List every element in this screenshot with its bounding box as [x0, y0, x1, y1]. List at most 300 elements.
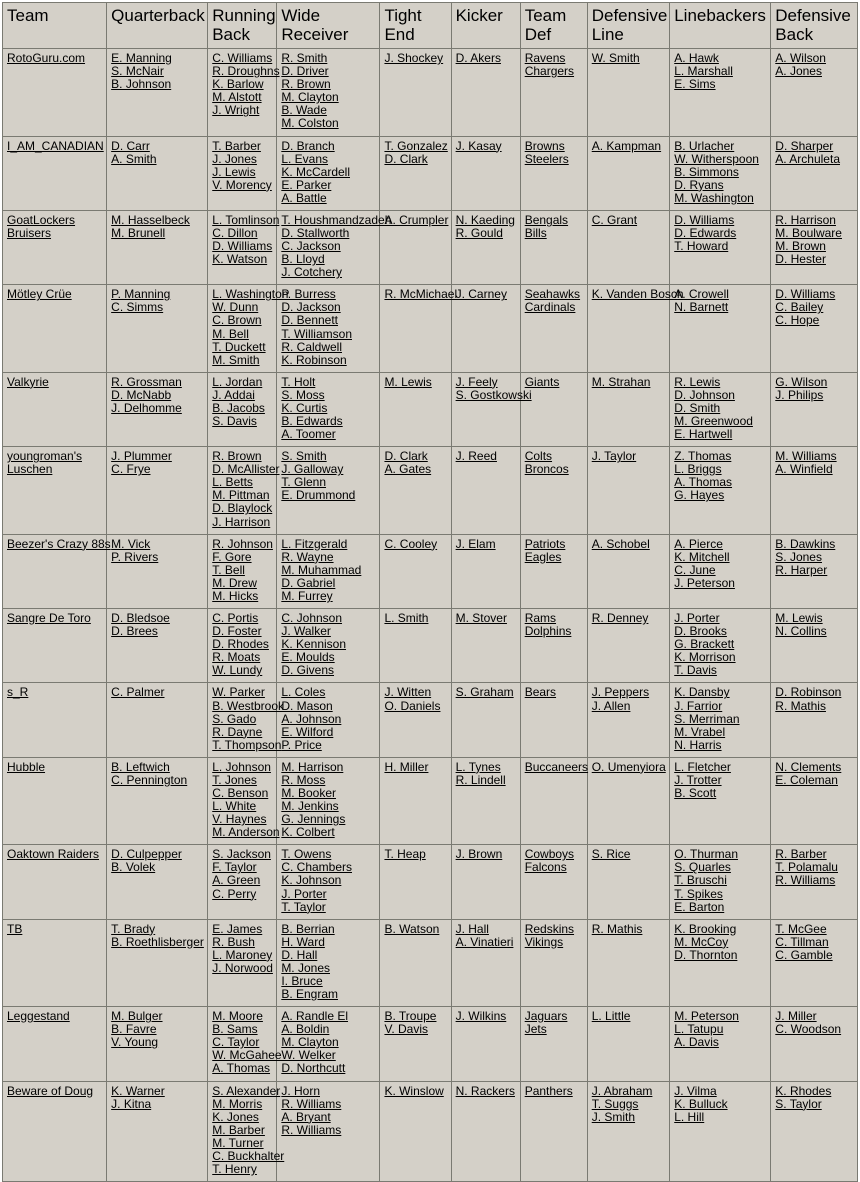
player-link[interactable]: D. Culpepper	[111, 847, 182, 862]
player-link[interactable]: C. Simms	[111, 300, 164, 315]
team-link[interactable]: Sangre De Toro	[7, 611, 91, 626]
player-link[interactable]: S. Alexander	[212, 1083, 281, 1098]
player-link[interactable]: R. Harrison	[775, 212, 836, 227]
player-link[interactable]: K. Winslow	[384, 1083, 444, 1098]
player-link[interactable]: Colts	[524, 449, 553, 464]
player-link[interactable]: R. Lindell	[455, 772, 506, 787]
player-link[interactable]: M. Clayton	[281, 1035, 339, 1050]
team-link[interactable]: youngroman's	[7, 449, 82, 464]
player-link[interactable]: B. Sams	[212, 1022, 258, 1037]
player-link[interactable]: A. Gates	[384, 462, 432, 477]
player-link[interactable]: Buccaneers	[524, 759, 589, 774]
player-link[interactable]: W. Dunn	[212, 300, 259, 315]
player-link[interactable]: P. Price	[281, 737, 322, 752]
player-link[interactable]: J. Farrior	[674, 698, 723, 713]
player-link[interactable]: C. Grant	[591, 212, 638, 227]
player-link[interactable]: M. Furrey	[281, 588, 333, 603]
player-link[interactable]: F. Gore	[212, 549, 252, 564]
player-link[interactable]: Redskins	[524, 921, 575, 936]
player-link[interactable]: C. Buckhalter	[212, 1148, 285, 1163]
player-link[interactable]: W. Smith	[591, 51, 640, 66]
player-link[interactable]: J. Allen	[591, 698, 631, 713]
player-link[interactable]: C. Taylor	[212, 1035, 260, 1050]
player-link[interactable]: M. Pittman	[212, 488, 270, 503]
player-link[interactable]: K. Robinson	[281, 352, 347, 367]
player-link[interactable]: M. Morris	[212, 1096, 263, 1111]
player-link[interactable]: T. Polamalu	[775, 860, 838, 875]
player-link[interactable]: C. Dillon	[212, 226, 258, 240]
player-link[interactable]: J. Porter	[281, 886, 327, 901]
player-link[interactable]: M. Harrison	[281, 759, 344, 774]
player-link[interactable]: J. Jones	[212, 151, 257, 166]
player-link[interactable]: T. Houshmandzadeh	[281, 212, 392, 227]
player-link[interactable]: W. Parker	[212, 685, 265, 700]
player-link[interactable]: C. Woodson	[775, 1022, 842, 1037]
player-link[interactable]: C. Benson	[212, 785, 269, 800]
player-link[interactable]: A. Randle El	[281, 1009, 349, 1024]
player-link[interactable]: M. Drew	[212, 575, 257, 590]
player-link[interactable]: T. Suggs	[591, 1096, 639, 1111]
player-link[interactable]: K. Curtis	[281, 400, 328, 415]
player-link[interactable]: J. Horn	[281, 1083, 320, 1098]
player-link[interactable]: S. Merriman	[674, 711, 740, 726]
player-link[interactable]: A. Hawk	[674, 51, 719, 66]
player-link[interactable]: D. Jackson	[281, 300, 341, 315]
player-link[interactable]: D. Edwards	[674, 226, 737, 240]
player-link[interactable]: L. Evans	[281, 151, 329, 166]
player-link[interactable]: D. McAllister	[212, 462, 280, 477]
player-link[interactable]: Panthers	[524, 1083, 573, 1098]
player-link[interactable]: T. Davis	[674, 663, 717, 678]
player-link[interactable]: B. Jacobs	[212, 400, 265, 415]
player-link[interactable]: D. Bledsoe	[111, 611, 170, 626]
player-link[interactable]: S. Moss	[281, 387, 325, 402]
player-link[interactable]: T. Brady	[111, 921, 156, 936]
player-link[interactable]: M. Stover	[455, 611, 507, 626]
player-link[interactable]: S. Taylor	[775, 1096, 822, 1111]
player-link[interactable]: A. Crumpler	[384, 212, 449, 227]
player-link[interactable]: V. Morency	[212, 177, 272, 192]
player-link[interactable]: J. Abraham	[591, 1083, 653, 1098]
player-link[interactable]: Vikings	[524, 934, 564, 949]
player-link[interactable]: D. Williams	[674, 212, 735, 227]
player-link[interactable]: Bengals	[524, 212, 569, 227]
player-link[interactable]: E. Hartwell	[674, 427, 733, 442]
player-link[interactable]: C. Johnson	[281, 611, 343, 626]
player-link[interactable]: D. McNabb	[111, 387, 172, 402]
player-link[interactable]: J. Cotchery	[281, 265, 342, 280]
player-link[interactable]: M. Williams	[775, 449, 837, 464]
player-link[interactable]: E. Drummond	[281, 488, 356, 503]
player-link[interactable]: B. Berrian	[281, 921, 335, 936]
player-link[interactable]: R. Williams	[775, 873, 836, 888]
player-link[interactable]: B. Johnson	[111, 77, 172, 92]
player-link[interactable]: C. Jackson	[281, 239, 341, 254]
player-link[interactable]: D. Foster	[212, 624, 262, 639]
player-link[interactable]: D. Hester	[775, 252, 826, 267]
player-link[interactable]: N. Barnett	[674, 300, 729, 315]
player-link[interactable]: M. Brunell	[111, 226, 166, 240]
player-link[interactable]: R. Moats	[212, 650, 261, 665]
team-link[interactable]: GoatLockers	[7, 212, 76, 227]
player-link[interactable]: J. Feely	[455, 374, 498, 389]
team-link[interactable]: s_R	[7, 685, 29, 700]
player-link[interactable]: J. Harrison	[212, 514, 271, 529]
player-link[interactable]: R. Williams	[281, 1096, 342, 1111]
player-link[interactable]: A. Johnson	[281, 711, 342, 726]
player-link[interactable]: L. Fletcher	[674, 759, 731, 774]
player-link[interactable]: R. Wayne	[281, 549, 334, 564]
player-link[interactable]: A. Wilson	[775, 51, 826, 66]
player-link[interactable]: T. Taylor	[281, 899, 326, 914]
player-link[interactable]: L. Smith	[384, 611, 429, 626]
team-link[interactable]: RotoGuru.com	[7, 51, 86, 66]
player-link[interactable]: M. Hasselbeck	[111, 212, 190, 227]
player-link[interactable]: B. Engram	[281, 987, 339, 1002]
player-link[interactable]: G. Jennings	[281, 812, 346, 827]
player-link[interactable]: P. Burress	[281, 287, 336, 302]
player-link[interactable]: O. Thurman	[674, 847, 739, 862]
player-link[interactable]: K. Vanden Bosch	[591, 287, 684, 302]
player-link[interactable]: J. Delhomme	[111, 400, 182, 415]
player-link[interactable]: R. Gould	[455, 226, 503, 240]
player-link[interactable]: K. Jones	[212, 1109, 259, 1124]
player-link[interactable]: A. Pierce	[674, 536, 723, 551]
player-link[interactable]: B. Westbrook	[212, 698, 285, 713]
player-link[interactable]: M. Barber	[212, 1122, 265, 1137]
team-link[interactable]: Hubble	[7, 759, 46, 774]
player-link[interactable]: C. Williams	[212, 51, 273, 66]
player-link[interactable]: C. Palmer	[111, 685, 165, 700]
player-link[interactable]: Jets	[524, 1022, 547, 1037]
player-link[interactable]: W. Witherspoon	[674, 151, 759, 166]
player-link[interactable]: D. Williams	[775, 287, 836, 302]
player-link[interactable]: L. Betts	[212, 475, 253, 490]
player-link[interactable]: M. Lewis	[775, 611, 823, 626]
player-link[interactable]: A. Bryant	[281, 1109, 331, 1124]
player-link[interactable]: F. Taylor	[212, 860, 257, 875]
player-link[interactable]: M. Muhammad	[281, 562, 362, 577]
player-link[interactable]: R. Grossman	[111, 374, 182, 389]
player-link[interactable]: Ravens	[524, 51, 566, 66]
player-link[interactable]: M. Clayton	[281, 90, 339, 105]
player-link[interactable]: M. Peterson	[674, 1009, 739, 1024]
player-link[interactable]: J. Elam	[455, 536, 496, 551]
player-link[interactable]: K. Johnson	[281, 873, 342, 888]
player-link[interactable]: R. Smith	[281, 51, 328, 66]
player-link[interactable]: Steelers	[524, 151, 569, 166]
player-link[interactable]: L. Maroney	[212, 947, 273, 962]
player-link[interactable]: K. Bulluck	[674, 1096, 728, 1111]
player-link[interactable]: A. Battle	[281, 190, 327, 205]
player-link[interactable]: K. Rhodes	[775, 1083, 832, 1098]
player-link[interactable]: E. Coleman	[775, 772, 838, 787]
player-link[interactable]: S. Jones	[775, 549, 822, 564]
player-link[interactable]: J. Carney	[455, 287, 507, 302]
player-link[interactable]: L. Tatupu	[674, 1022, 724, 1037]
player-link[interactable]: L. Johnson	[212, 759, 271, 774]
team-link[interactable]: I_AM_CANADIAN	[7, 138, 104, 153]
player-link[interactable]: J. Reed	[455, 449, 497, 464]
player-link[interactable]: T. Gonzalez	[384, 138, 448, 153]
player-link[interactable]: M. Smith	[212, 352, 260, 367]
player-link[interactable]: R. Brown	[281, 77, 331, 92]
player-link[interactable]: B. Watson	[384, 921, 440, 936]
player-link[interactable]: M. McCoy	[674, 934, 729, 949]
player-link[interactable]: D. Clark	[384, 151, 428, 166]
player-link[interactable]: M. Anderson	[212, 825, 280, 840]
player-link[interactable]: C. Gamble	[775, 947, 833, 962]
player-link[interactable]: Eagles	[524, 549, 562, 564]
player-link[interactable]: A. Davis	[674, 1035, 719, 1050]
player-link[interactable]: M. Vick	[111, 536, 151, 551]
player-link[interactable]: N. Kaeding	[455, 212, 515, 227]
player-link[interactable]: T. Heap	[384, 847, 426, 862]
player-link[interactable]: W. McGahee	[212, 1048, 282, 1063]
player-link[interactable]: Chargers	[524, 64, 575, 79]
player-link[interactable]: J. Shockey	[384, 51, 444, 66]
player-link[interactable]: A. Jones	[775, 64, 822, 79]
player-link[interactable]: R. McMichael	[384, 287, 458, 302]
player-link[interactable]: K. Kennison	[281, 637, 347, 652]
player-link[interactable]: D. Stallworth	[281, 226, 350, 240]
player-link[interactable]: J. Miller	[775, 1009, 817, 1024]
player-link[interactable]: S. Gostkowski	[455, 387, 532, 402]
player-link[interactable]: G. Brackett	[674, 637, 735, 652]
player-link[interactable]: D. Ryans	[674, 177, 724, 192]
player-link[interactable]: A. Schobel	[591, 536, 650, 551]
player-link[interactable]: A. Smith	[111, 151, 157, 166]
player-link[interactable]: D. Branch	[281, 138, 335, 153]
player-link[interactable]: K. Mitchell	[674, 549, 730, 564]
player-link[interactable]: T. Owens	[281, 847, 332, 862]
team-link[interactable]: Oaktown Raiders	[7, 847, 100, 862]
player-link[interactable]: B. Urlacher	[674, 138, 735, 153]
player-link[interactable]: Jaguars	[524, 1009, 568, 1024]
player-link[interactable]: R. Brown	[212, 449, 262, 464]
player-link[interactable]: T. Spikes	[674, 886, 723, 901]
player-link[interactable]: H. Ward	[281, 934, 325, 949]
player-link[interactable]: P. Manning	[111, 287, 171, 302]
player-link[interactable]: S. Gado	[212, 711, 257, 726]
player-link[interactable]: J. Witten	[384, 685, 432, 700]
player-link[interactable]: C. Portis	[212, 611, 259, 626]
player-link[interactable]: D. Smith	[674, 400, 721, 415]
player-link[interactable]: D. Gabriel	[281, 575, 336, 590]
player-link[interactable]: M. Vrabel	[674, 724, 726, 739]
player-link[interactable]: Cowboys	[524, 847, 575, 862]
player-link[interactable]: C. Perry	[212, 886, 257, 901]
player-link[interactable]: M. Colston	[281, 116, 339, 131]
player-link[interactable]: M. Boulware	[775, 226, 842, 240]
player-link[interactable]: K. Warner	[111, 1083, 165, 1098]
team-link[interactable]: Leggestand	[7, 1009, 70, 1024]
player-link[interactable]: T. McGee	[775, 921, 827, 936]
player-link[interactable]: E. Parker	[281, 177, 332, 192]
player-link[interactable]: R. Mathis	[591, 921, 643, 936]
player-link[interactable]: Z. Thomas	[674, 449, 732, 464]
player-link[interactable]: J. Lewis	[212, 164, 256, 179]
player-link[interactable]: M. Moore	[212, 1009, 263, 1024]
player-link[interactable]: R. Bush	[212, 934, 255, 949]
player-link[interactable]: S. Davis	[212, 414, 257, 429]
player-link[interactable]: D. Northcutt	[281, 1061, 346, 1076]
player-link[interactable]: J. Brown	[455, 847, 503, 862]
team-link[interactable]: Valkyrie	[7, 374, 49, 389]
player-link[interactable]: S. Graham	[455, 685, 514, 700]
player-link[interactable]: W. Lundy	[212, 663, 263, 678]
player-link[interactable]: B. Volek	[111, 860, 156, 875]
player-link[interactable]: P. Rivers	[111, 549, 159, 564]
player-link[interactable]: D. Robinson	[775, 685, 842, 700]
player-link[interactable]: M. Brown	[775, 239, 826, 254]
player-link[interactable]: C. June	[674, 562, 716, 577]
team-link[interactable]: Beware of Doug	[7, 1083, 94, 1098]
player-link[interactable]: A. Toomer	[281, 427, 336, 442]
player-link[interactable]: E. Manning	[111, 51, 172, 66]
player-link[interactable]: L. Tomlinson	[212, 212, 280, 227]
player-link[interactable]: M. Turner	[212, 1135, 264, 1150]
team-link[interactable]: Beezer's Crazy 88s	[7, 536, 111, 551]
player-link[interactable]: R. Johnson	[212, 536, 273, 551]
player-link[interactable]: R. Mathis	[775, 698, 826, 713]
player-link[interactable]: S. Rice	[591, 847, 631, 862]
player-link[interactable]: K. Watson	[212, 252, 268, 267]
player-link[interactable]: G. Hayes	[674, 488, 725, 503]
player-link[interactable]: T. Bruschi	[674, 873, 727, 888]
player-link[interactable]: A. Thomas	[674, 475, 733, 490]
player-link[interactable]: Falcons	[524, 860, 567, 875]
player-link[interactable]: Bills	[524, 226, 547, 240]
player-link[interactable]: M. Bulger	[111, 1009, 163, 1024]
player-link[interactable]: J. Wilkins	[455, 1009, 507, 1024]
player-link[interactable]: D. Bennett	[281, 313, 339, 328]
player-link[interactable]: E. James	[212, 921, 263, 936]
player-link[interactable]: K. McCardell	[281, 164, 350, 179]
player-link[interactable]: T. Bell	[212, 562, 245, 577]
player-link[interactable]: D. Hall	[281, 947, 318, 962]
player-link[interactable]: Rams	[524, 611, 557, 626]
player-link[interactable]: R. Harper	[775, 562, 828, 577]
player-link[interactable]: J. Smith	[591, 1109, 636, 1124]
player-link[interactable]: K. Barlow	[212, 77, 264, 92]
player-link[interactable]: J. Peppers	[591, 685, 650, 700]
player-link[interactable]: M. Strahan	[591, 374, 651, 389]
player-link[interactable]: L. Coles	[281, 685, 326, 700]
player-link[interactable]: A. Archuleta	[775, 151, 840, 166]
player-link[interactable]: D. Blaylock	[212, 501, 273, 516]
player-link[interactable]: A. Kampman	[591, 138, 662, 153]
player-link[interactable]: B. Favre	[111, 1022, 157, 1037]
team-link[interactable]: Mötley Crüe	[7, 287, 72, 302]
player-link[interactable]: B. Dawkins	[775, 536, 836, 551]
player-link[interactable]: G. Wilson	[775, 374, 828, 389]
player-link[interactable]: L. Little	[591, 1009, 631, 1024]
player-link[interactable]: S. Quarles	[674, 860, 731, 875]
player-link[interactable]: N. Harris	[674, 737, 722, 752]
player-link[interactable]: K. Morrison	[674, 650, 736, 665]
player-link[interactable]: L. Jordan	[212, 374, 263, 389]
player-link[interactable]: C. Hope	[775, 313, 820, 328]
player-link[interactable]: T. Barber	[212, 138, 261, 153]
player-link[interactable]: M. Jenkins	[281, 799, 339, 814]
player-link[interactable]: J. Kasay	[455, 138, 502, 153]
player-link[interactable]: B. Roethlisberger	[111, 934, 204, 949]
player-link[interactable]: L. Fitzgerald	[281, 536, 348, 551]
player-link[interactable]: J. Vilma	[674, 1083, 717, 1098]
player-link[interactable]: Browns	[524, 138, 565, 153]
player-link[interactable]: D. Carr	[111, 138, 150, 153]
player-link[interactable]: R. Moss	[281, 772, 326, 787]
player-link[interactable]: D. Akers	[455, 51, 501, 66]
player-link[interactable]: Broncos	[524, 462, 569, 477]
player-link[interactable]: C. Chambers	[281, 860, 352, 875]
player-link[interactable]: L. Hill	[674, 1109, 705, 1124]
player-link[interactable]: M. Jones	[281, 960, 330, 975]
player-link[interactable]: T. Holt	[281, 374, 316, 389]
player-link[interactable]: I. Bruce	[281, 973, 323, 988]
team-link[interactable]: Luschen	[7, 462, 53, 477]
player-link[interactable]: R. Williams	[281, 1122, 342, 1137]
player-link[interactable]: V. Davis	[384, 1022, 429, 1037]
player-link[interactable]: B. Edwards	[281, 414, 343, 429]
player-link[interactable]: T. Thompson	[212, 737, 282, 752]
player-link[interactable]: R. Barber	[775, 847, 827, 862]
player-link[interactable]: D. Thornton	[674, 947, 738, 962]
player-link[interactable]: C. Bailey	[775, 300, 824, 315]
player-link[interactable]: B. Scott	[674, 785, 717, 800]
player-link[interactable]: S. McNair	[111, 64, 164, 79]
player-link[interactable]: D. Driver	[281, 64, 329, 79]
player-link[interactable]: J. Wright	[212, 103, 260, 118]
player-link[interactable]: T. Howard	[674, 239, 729, 254]
player-link[interactable]: R. Droughns	[212, 64, 280, 79]
player-link[interactable]: Cardinals	[524, 300, 576, 315]
player-link[interactable]: J. Philips	[775, 387, 824, 402]
player-link[interactable]: J. Peterson	[674, 575, 735, 590]
player-link[interactable]: L. Tynes	[455, 759, 501, 774]
player-link[interactable]: C. Pennington	[111, 772, 188, 787]
player-link[interactable]: D. Clark	[384, 449, 428, 464]
player-link[interactable]: C. Tillman	[775, 934, 829, 949]
player-link[interactable]: D. Brees	[111, 624, 158, 639]
player-link[interactable]: E. Barton	[674, 899, 725, 914]
player-link[interactable]: L. Briggs	[674, 462, 722, 477]
player-link[interactable]: R. Caldwell	[281, 339, 342, 354]
player-link[interactable]: M. Lewis	[384, 374, 432, 389]
player-link[interactable]: C. Cooley	[384, 536, 438, 551]
player-link[interactable]: J. Taylor	[591, 449, 637, 464]
player-link[interactable]: O. Umenyiora	[591, 759, 666, 774]
player-link[interactable]: C. Brown	[212, 313, 262, 328]
player-link[interactable]: T. Duckett	[212, 339, 266, 354]
player-link[interactable]: N. Collins	[775, 624, 827, 639]
player-link[interactable]: N. Clements	[775, 759, 842, 774]
player-link[interactable]: S. Smith	[281, 449, 327, 464]
player-link[interactable]: T. Jones	[212, 772, 257, 787]
player-link[interactable]: R. Dayne	[212, 724, 263, 739]
player-link[interactable]: K. Colbert	[281, 825, 335, 840]
player-link[interactable]: B. Troupe	[384, 1009, 437, 1024]
player-link[interactable]: R. Lewis	[674, 374, 721, 389]
player-link[interactable]: V. Haynes	[212, 812, 267, 827]
player-link[interactable]: D. Rhodes	[212, 637, 269, 652]
player-link[interactable]: J. Walker	[281, 624, 331, 639]
player-link[interactable]: O. Daniels	[384, 698, 441, 713]
player-link[interactable]: B. Lloyd	[281, 252, 325, 267]
player-link[interactable]: J. Galloway	[281, 462, 344, 477]
player-link[interactable]: N. Rackers	[455, 1083, 515, 1098]
